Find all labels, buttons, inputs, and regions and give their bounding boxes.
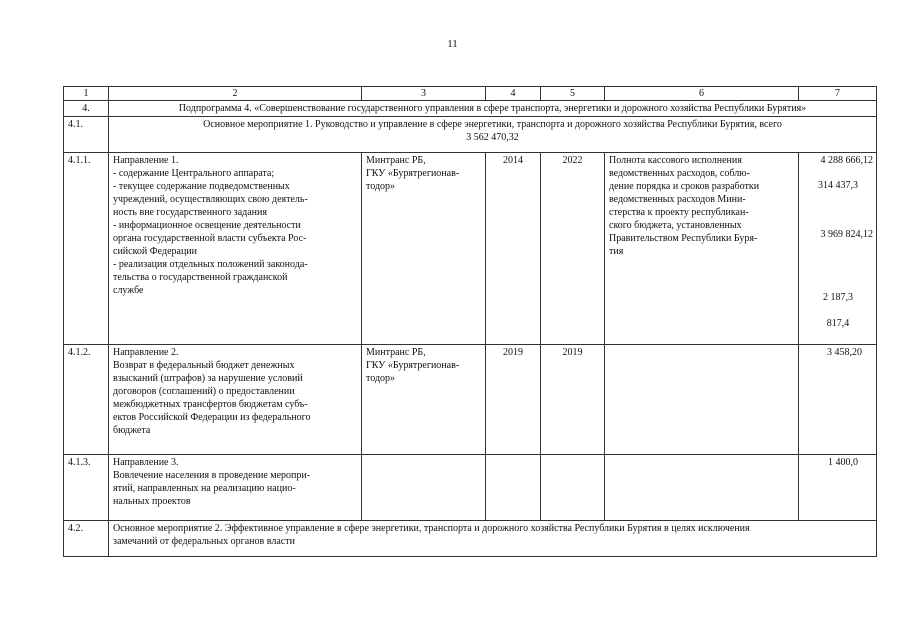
row-number: 4.1.2. (64, 345, 109, 455)
indicator (605, 345, 799, 455)
amount: 1 400,0 (799, 455, 877, 521)
executor (362, 345, 486, 455)
start-year (486, 455, 541, 521)
header-cell: 3 (362, 87, 486, 101)
executor-line: Минтранс РБ, (366, 155, 426, 166)
indicator-line: дение порядка и сроков разработки (609, 181, 760, 192)
table-row (64, 345, 877, 455)
row-number: 4. (64, 101, 109, 117)
row-number: 4.1.1. (64, 153, 109, 345)
description-line: Возврат в федеральный бюджет денежных (113, 360, 295, 371)
measure-row (64, 521, 877, 557)
indicator (605, 153, 799, 345)
description-line: органа государственной власти субъекта Рос- (113, 233, 307, 244)
executor-line: тодор» (366, 373, 396, 384)
measure-total: 3 562 470,32 (466, 132, 519, 143)
direction-description (109, 455, 362, 521)
measure-row (64, 117, 877, 153)
indicator-line: ведомственных расходов, соблю- (609, 168, 750, 179)
page-number: 11 (447, 38, 458, 50)
executor (362, 455, 486, 521)
indicator (605, 455, 799, 521)
description-line: Направление 2. (113, 347, 179, 358)
amount: 817,4 (826, 318, 850, 329)
executor-line: тодор» (366, 181, 396, 192)
description-line: бюджета (113, 425, 151, 436)
description-line: договоров (соглашений) о предоставлении (113, 386, 295, 397)
measure-title-line: Основное мероприятие 1. Руководство и управление в сфере энергетики, транспорта и дорожного хозяйства Республики Бурятия, всего (203, 119, 782, 130)
description-line: тельства о государственной гражданской (113, 272, 288, 283)
description-line: ность вне государственного задания (113, 207, 267, 218)
subprogram-row (64, 101, 877, 117)
indicator-line: тия (609, 246, 624, 257)
amount: 3 969 824,12 (820, 229, 873, 240)
measure-title-line: замечаний от федеральных органов власти (113, 536, 295, 547)
description-line: - текущее содержание подведомственных (113, 181, 290, 192)
executor (362, 153, 486, 345)
measure-title (109, 521, 877, 557)
end-year (541, 455, 605, 521)
description-line: - реализация отдельных положений законода- (113, 259, 308, 270)
header-cell: 1 (64, 87, 109, 101)
row-number: 4.2. (64, 521, 109, 557)
subprogram-title: Подпрограмма 4. «Совершенствование государственного управления в сфере транспорта, энергетики и дорожного хозяйства Республики Бурятия» (109, 101, 877, 117)
description-line: Направление 3. (113, 457, 179, 468)
header-row (64, 87, 877, 101)
direction-description (109, 153, 362, 345)
program-table (63, 86, 877, 557)
indicator-line: стерства к проекту республикан- (609, 207, 749, 218)
amount: 314 437,3 (818, 180, 858, 191)
start-year: 2019 (486, 345, 541, 455)
indicator-line: ведомственных расходов Мини- (609, 194, 746, 205)
description-line: учреждений, осуществляющих свою деятель- (113, 194, 308, 205)
description-line: службе (113, 285, 144, 296)
description-line: сийской Федерации (113, 246, 198, 257)
end-year: 2019 (541, 345, 605, 455)
row-number: 4.1. (64, 117, 109, 153)
amount-cell (799, 153, 877, 345)
header-cell: 2 (109, 87, 362, 101)
description-line: - информационное освещение деятельности (113, 220, 301, 231)
table-row (64, 455, 877, 521)
table-row (64, 153, 877, 345)
measure-title (109, 117, 877, 153)
description-line: Вовлечение населения в проведение меропри- (113, 470, 311, 481)
description-line: - содержание Центрального аппарата; (113, 168, 275, 179)
end-year: 2022 (541, 153, 605, 345)
header-cell: 7 (799, 87, 877, 101)
description-line: взысканий (штрафов) за нарушение условий (113, 373, 303, 384)
row-number: 4.1.3. (64, 455, 109, 521)
indicator-line: Полнота кассового исполнения (609, 155, 742, 166)
header-cell: 5 (541, 87, 605, 101)
amount: 2 187,3 (823, 292, 853, 303)
description-line: ятий, направленных на реализацию нацио- (113, 483, 296, 494)
executor-line: Минтранс РБ, (366, 347, 426, 358)
amount: 3 458,20 (799, 345, 877, 455)
measure-title-line: Основное мероприятие 2. Эффективное управление в сфере энергетики, транспорта и дорожного хозяйства Республики Бурятия в целях исключения (113, 523, 750, 534)
header-cell: 6 (605, 87, 799, 101)
indicator-line: ского бюджета, установленных (609, 220, 742, 231)
executor-line: ГКУ «Бурятрегионав- (366, 168, 460, 179)
start-year: 2014 (486, 153, 541, 345)
header-cell: 4 (486, 87, 541, 101)
amount: 4 288 666,12 (820, 155, 873, 166)
direction-description (109, 345, 362, 455)
indicator-line: Правительством Республики Буря- (609, 233, 758, 244)
executor-line: ГКУ «Бурятрегионав- (366, 360, 460, 371)
description-line: Направление 1. (113, 155, 179, 166)
description-line: межбюджетных трансфертов бюджетам субъ- (113, 399, 308, 410)
description-line: ектов Российской Федерации из федерального (113, 412, 311, 423)
description-line: нальных проектов (113, 496, 191, 507)
